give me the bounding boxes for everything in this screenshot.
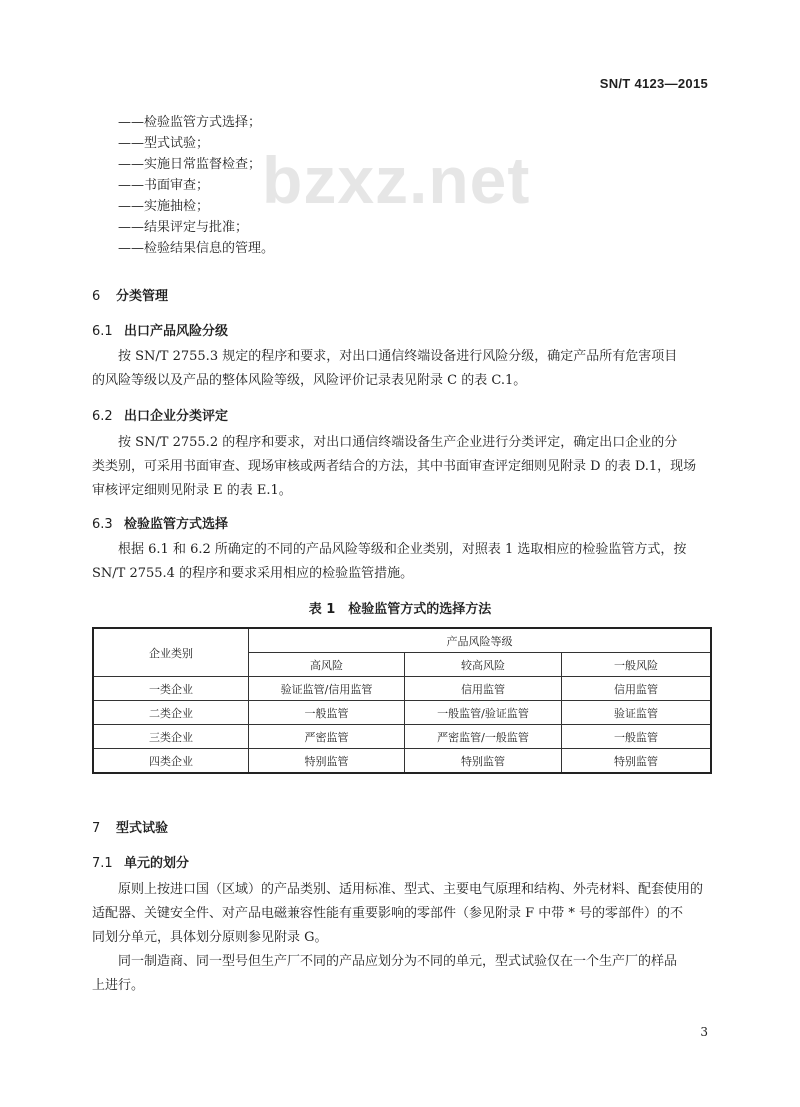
paragraph-line: 按 SN/T 2755.3 规定的程序和要求，对出口通信终端设备进行风险分级，确定产品所有危害项目 <box>118 349 678 364</box>
list-item: ——结果评定与批准； <box>118 220 249 235</box>
paragraph-line: 适配器、关键安全件、对产品电磁兼容性能有重要影响的零部件（参见附录 F 中带 * 号的零部件）的不 <box>92 906 684 921</box>
paragraph-line: 的风险等级以及产品的整体风险等级，风险评价记录表见附录 C 的表 C.1。 <box>92 373 527 388</box>
table-cell: 特别监管 <box>249 749 405 774</box>
page-number: 3 <box>700 1025 708 1039</box>
table-row <box>93 749 711 774</box>
list-item: ——型式试验； <box>118 136 210 151</box>
subsection-title: 检验监管方式选择 <box>124 517 229 532</box>
watermark: bzxz.net <box>262 143 531 217</box>
subsection-number: 7.1 <box>92 856 113 871</box>
paragraph <box>92 431 712 503</box>
list-item: ——书面审查； <box>118 178 210 193</box>
list-item: ——实施日常监督检查； <box>118 157 262 172</box>
table-cell: 验证监管 <box>562 701 712 725</box>
table-cell: 严密监管 <box>249 725 405 749</box>
paragraph-line: 同划分单元，具体划分原则参见附录 G。 <box>92 930 328 945</box>
table-cell: 信用监管 <box>405 677 562 701</box>
row-label: 三类企业 <box>93 725 249 749</box>
column-group-header: 产品风险等级 <box>249 628 712 653</box>
subsection-heading <box>92 513 228 532</box>
subsection-number: 6.3 <box>92 517 113 532</box>
paragraph <box>92 878 712 950</box>
paragraph <box>92 538 712 586</box>
subsection-heading <box>92 320 228 339</box>
paragraph <box>92 950 712 998</box>
section-number: 6 <box>92 289 101 304</box>
list-item: ——实施抽检； <box>118 199 210 214</box>
column-header: 一般风险 <box>562 653 712 677</box>
table-cell: 一般监管 <box>249 701 405 725</box>
subsection-number: 6.1 <box>92 324 113 339</box>
row-label: 一类企业 <box>93 677 249 701</box>
paragraph-line: 审核评定细则见附录 E 的表 E.1。 <box>92 483 292 498</box>
column-header: 企业类别 <box>93 628 249 677</box>
paragraph <box>92 345 712 393</box>
table-cell: 特别监管 <box>405 749 562 774</box>
row-label: 四类企业 <box>93 749 249 774</box>
subsection-number: 6.2 <box>92 409 113 424</box>
table-cell: 信用监管 <box>562 677 712 701</box>
table-cell: 特别监管 <box>562 749 712 774</box>
table-cell: 一般监管 <box>562 725 712 749</box>
paragraph-line: 原则上按进口国（区域）的产品类别、适用标准、型式、主要电气原理和结构、外壳材料、配套使用的 <box>118 882 704 897</box>
table-row <box>93 725 711 749</box>
table-row <box>93 677 711 701</box>
section-heading <box>92 285 168 304</box>
section-title: 分类管理 <box>116 289 169 304</box>
table-cell: 严密监管/一般监管 <box>405 725 562 749</box>
column-header: 高风险 <box>249 653 405 677</box>
paragraph-line: SN/T 2755.4 的程序和要求采用相应的检验监管措施。 <box>92 566 414 581</box>
subsection-title: 出口企业分类评定 <box>124 409 229 424</box>
section-title: 型式试验 <box>116 821 169 836</box>
selection-method-table <box>92 627 712 774</box>
table-header-row <box>93 628 711 653</box>
row-label: 二类企业 <box>93 701 249 725</box>
column-header: 较高风险 <box>405 653 562 677</box>
paragraph-line: 同一制造商、同一型号但生产厂不同的产品应划分为不同的单元，型式试验仅在一个生产厂的样品 <box>118 954 678 969</box>
table-caption: 表 1 检验监管方式的选择方法 <box>308 602 492 617</box>
section-heading <box>92 817 168 836</box>
paragraph-line: 根据 6.1 和 6.2 所确定的不同的产品风险等级和企业类别，对照表 1 选取相应的检验监管方式，按 <box>118 542 687 557</box>
standard-code: SN/T 4123—2015 <box>599 76 708 91</box>
table-cell: 一般监管/验证监管 <box>405 701 562 725</box>
section-number: 7 <box>92 821 101 836</box>
paragraph-line: 类类别，可采用书面审查、现场审核或两者结合的方法，其中书面审查评定细则见附录 D 的表 D.1，现场 <box>92 459 697 474</box>
list-item: ——检验监管方式选择； <box>118 115 262 130</box>
dash-list <box>118 112 274 259</box>
list-item: ——检验结果信息的管理。 <box>118 241 275 256</box>
paragraph-line: 上进行。 <box>92 978 145 993</box>
table-cell: 验证监管/信用监管 <box>249 677 405 701</box>
subsection-title: 单元的划分 <box>124 856 190 871</box>
paragraph-line: 按 SN/T 2755.2 的程序和要求，对出口通信终端设备生产企业进行分类评定，确定出口企业的分 <box>118 435 678 450</box>
subsection-heading <box>92 405 228 424</box>
subsection-title: 出口产品风险分级 <box>124 324 229 339</box>
table-row <box>93 701 711 725</box>
subsection-heading <box>92 852 189 871</box>
